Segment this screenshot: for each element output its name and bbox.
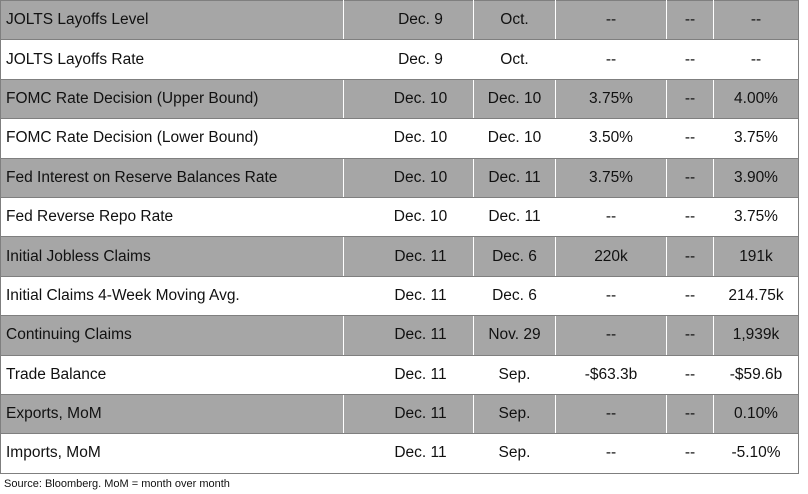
- value-col-5-cell: --: [667, 119, 714, 158]
- table-row: [1, 158, 799, 197]
- value-col-6-cell: 3.75%: [714, 197, 799, 236]
- value-col-6-cell: --: [714, 1, 799, 40]
- value-col-4-cell: 220k: [556, 237, 667, 276]
- value-col-5-cell: --: [667, 1, 714, 40]
- indicator-cell: FOMC Rate Decision (Lower Bound): [1, 119, 344, 158]
- value-col-6-cell: 4.00%: [714, 79, 799, 118]
- period-cell: Dec. 6: [474, 276, 556, 315]
- indicator-cell: Continuing Claims: [1, 316, 344, 355]
- table-row: [1, 119, 799, 158]
- indicator-cell: Trade Balance: [1, 355, 344, 394]
- value-col-5-cell: --: [667, 237, 714, 276]
- period-cell: Oct.: [474, 40, 556, 79]
- period-cell: Oct.: [474, 1, 556, 40]
- value-col-6-cell: 214.75k: [714, 276, 799, 315]
- period-cell: Sep.: [474, 434, 556, 473]
- value-col-4-cell: --: [556, 40, 667, 79]
- release-date-cell: Dec. 11: [344, 237, 474, 276]
- value-col-5-cell: --: [667, 158, 714, 197]
- value-col-5-cell: --: [667, 40, 714, 79]
- table-body: [1, 1, 799, 474]
- release-date-cell: Dec. 9: [344, 40, 474, 79]
- release-date-cell: Dec. 10: [344, 119, 474, 158]
- value-col-4-cell: 3.50%: [556, 119, 667, 158]
- indicator-cell: JOLTS Layoffs Rate: [1, 40, 344, 79]
- value-col-6-cell: -5.10%: [714, 434, 799, 473]
- period-cell: Nov. 29: [474, 316, 556, 355]
- release-date-cell: Dec. 11: [344, 394, 474, 433]
- value-col-4-cell: --: [556, 434, 667, 473]
- source-note: Source: Bloomberg. MoM = month over month: [4, 478, 230, 490]
- value-col-6-cell: 1,939k: [714, 316, 799, 355]
- table-row: [1, 79, 799, 118]
- value-col-4-cell: 3.75%: [556, 79, 667, 118]
- value-col-4-cell: --: [556, 394, 667, 433]
- value-col-6-cell: 3.90%: [714, 158, 799, 197]
- release-date-cell: Dec. 11: [344, 355, 474, 394]
- indicator-cell: Fed Interest on Reserve Balances Rate: [1, 158, 344, 197]
- period-cell: Sep.: [474, 355, 556, 394]
- value-col-5-cell: --: [667, 355, 714, 394]
- table-row: [1, 316, 799, 355]
- value-col-4-cell: --: [556, 197, 667, 236]
- release-date-cell: Dec. 10: [344, 158, 474, 197]
- period-cell: Dec. 10: [474, 79, 556, 118]
- value-col-5-cell: --: [667, 316, 714, 355]
- value-col-4-cell: --: [556, 1, 667, 40]
- table-row: [1, 355, 799, 394]
- table-row: [1, 237, 799, 276]
- release-date-cell: Dec. 11: [344, 434, 474, 473]
- table-row: [1, 197, 799, 236]
- period-cell: Dec. 6: [474, 237, 556, 276]
- value-col-6-cell: 0.10%: [714, 394, 799, 433]
- release-date-cell: Dec. 10: [344, 79, 474, 118]
- value-col-4-cell: 3.75%: [556, 158, 667, 197]
- value-col-6-cell: 3.75%: [714, 119, 799, 158]
- release-date-cell: Dec. 10: [344, 197, 474, 236]
- indicator-cell: Initial Jobless Claims: [1, 237, 344, 276]
- table-row: [1, 394, 799, 433]
- release-date-cell: Dec. 11: [344, 316, 474, 355]
- value-col-6-cell: -$59.6b: [714, 355, 799, 394]
- period-cell: Dec. 11: [474, 158, 556, 197]
- table-row: [1, 434, 799, 473]
- indicator-cell: FOMC Rate Decision (Upper Bound): [1, 79, 344, 118]
- indicator-cell: Imports, MoM: [1, 434, 344, 473]
- period-cell: Dec. 10: [474, 119, 556, 158]
- value-col-4-cell: --: [556, 276, 667, 315]
- value-col-6-cell: 191k: [714, 237, 799, 276]
- table-row: [1, 1, 799, 40]
- value-col-6-cell: --: [714, 40, 799, 79]
- value-col-5-cell: --: [667, 434, 714, 473]
- value-col-5-cell: --: [667, 197, 714, 236]
- value-col-4-cell: --: [556, 316, 667, 355]
- value-col-4-cell: -$63.3b: [556, 355, 667, 394]
- period-cell: Dec. 11: [474, 197, 556, 236]
- indicator-cell: Exports, MoM: [1, 394, 344, 433]
- indicator-cell: Initial Claims 4-Week Moving Avg.: [1, 276, 344, 315]
- value-col-5-cell: --: [667, 394, 714, 433]
- value-col-5-cell: --: [667, 79, 714, 118]
- value-col-5-cell: --: [667, 276, 714, 315]
- indicator-cell: JOLTS Layoffs Level: [1, 1, 344, 40]
- release-date-cell: Dec. 11: [344, 276, 474, 315]
- table-row: [1, 40, 799, 79]
- release-date-cell: Dec. 9: [344, 1, 474, 40]
- period-cell: Sep.: [474, 394, 556, 433]
- indicator-cell: Fed Reverse Repo Rate: [1, 197, 344, 236]
- table-row: [1, 276, 799, 315]
